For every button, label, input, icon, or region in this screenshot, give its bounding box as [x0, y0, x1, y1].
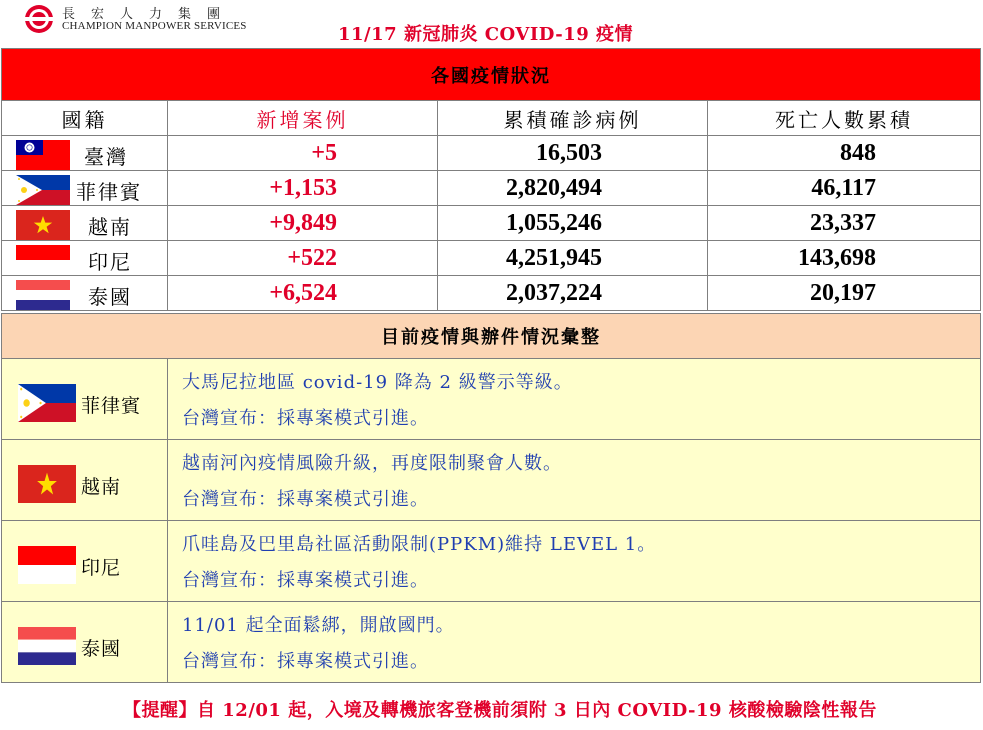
country-name: 菲律賓 — [81, 395, 142, 417]
taiwan-policy-note: 台灣宣布：採專案模式引進。 — [182, 408, 429, 429]
country-name: 越南 — [88, 215, 132, 239]
country-name: 越南 — [81, 476, 122, 498]
taiwan-flag-icon — [16, 140, 70, 170]
philippines-flag-icon — [18, 384, 76, 422]
country-cell — [2, 602, 168, 683]
vietnam-flag-icon — [16, 210, 70, 240]
taiwan-policy-note: 台灣宣布：採專案模式引進。 — [182, 651, 429, 672]
situation-note-cell — [168, 521, 981, 602]
situation-table — [1, 313, 981, 683]
deaths-cell: 143,698 — [708, 241, 981, 276]
list-item — [2, 359, 981, 440]
situation-note-cell — [168, 602, 981, 683]
country-name: 臺灣 — [84, 145, 128, 169]
situation-table-banner-row — [2, 314, 981, 359]
country-cell — [2, 359, 168, 440]
country-name: 菲律賓 — [76, 180, 142, 204]
table-row — [2, 206, 981, 241]
deaths-cell: 848 — [708, 136, 981, 171]
status-table-banner: 各國疫情狀況 — [2, 49, 981, 101]
column-header-row — [2, 101, 981, 136]
country-cell — [2, 171, 168, 206]
reminder-note: 【提醒】自 12/01 起，入境及轉機旅客登機前須附 3 日內 COVID-19 核酸檢驗陰性報告 — [123, 700, 877, 721]
vietnam-flag-icon — [18, 465, 76, 503]
country-cell — [2, 521, 168, 602]
new-cases-cell: +1,153 — [168, 171, 438, 206]
new-cases-cell: +522 — [168, 241, 438, 276]
status-table — [1, 48, 981, 311]
new-cases-cell: +6,524 — [168, 276, 438, 311]
table-row — [2, 276, 981, 311]
table-row — [2, 171, 981, 206]
philippines-flag-icon — [16, 175, 70, 205]
total-cases-cell: 1,055,246 — [438, 206, 708, 241]
indonesia-flag-icon — [18, 546, 76, 584]
country-name: 印尼 — [81, 557, 122, 579]
thailand-flag-icon — [18, 627, 76, 665]
new-cases-cell: +5 — [168, 136, 438, 171]
page-header — [0, 0, 983, 48]
country-name: 泰國 — [81, 638, 122, 660]
total-cases-cell: 2,820,494 — [438, 171, 708, 206]
indonesia-flag-icon — [16, 245, 70, 275]
situation-note: 11/01 起全面鬆綁，開啟國門。 — [182, 615, 455, 636]
deaths-cell: 23,337 — [708, 206, 981, 241]
country-name: 印尼 — [88, 250, 132, 274]
total-cases-cell: 2,037,224 — [438, 276, 708, 311]
country-cell — [2, 241, 168, 276]
list-item — [2, 521, 981, 602]
taiwan-policy-note: 台灣宣布：採專案模式引進。 — [182, 489, 429, 510]
table-row — [2, 136, 981, 171]
page-title: 11/17 新冠肺炎 COVID-19 疫情 — [338, 24, 634, 45]
country-cell — [2, 136, 168, 171]
company-name-en: CHAMPION MANPOWER SERVICES — [62, 20, 247, 32]
new-cases-cell: +9,849 — [168, 206, 438, 241]
deaths-cell: 46,117 — [708, 171, 981, 206]
country-cell — [2, 440, 168, 521]
column-header-country: 國籍 — [2, 101, 168, 136]
country-cell — [2, 206, 168, 241]
company-logo-icon — [22, 4, 56, 34]
list-item — [2, 602, 981, 683]
situation-note: 越南河內疫情風險升級，再度限制聚會人數。 — [182, 453, 562, 474]
column-header-deaths: 死亡人數累積 — [708, 101, 981, 136]
thailand-flag-icon — [16, 280, 70, 310]
situation-table-banner: 目前疫情與辦件情況彙整 — [2, 314, 981, 359]
list-item — [2, 440, 981, 521]
column-header-total-cases: 累積確診病例 — [438, 101, 708, 136]
table-row — [2, 241, 981, 276]
total-cases-cell: 4,251,945 — [438, 241, 708, 276]
total-cases-cell: 16,503 — [438, 136, 708, 171]
situation-note-cell — [168, 359, 981, 440]
column-header-new-cases: 新增案例 — [168, 101, 438, 136]
taiwan-policy-note: 台灣宣布：採專案模式引進。 — [182, 570, 429, 591]
situation-note: 爪哇島及巴里島社區活動限制(PPKM)維持 LEVEL 1。 — [182, 534, 657, 555]
country-name: 泰國 — [88, 285, 132, 309]
situation-note: 大馬尼拉地區 covid-19 降為 2 級警示等級。 — [182, 372, 573, 393]
status-table-banner-row — [2, 49, 981, 101]
deaths-cell: 20,197 — [708, 276, 981, 311]
company-name-cn: 長宏人力集團 — [62, 7, 237, 22]
situation-note-cell — [168, 440, 981, 521]
country-cell — [2, 276, 168, 311]
